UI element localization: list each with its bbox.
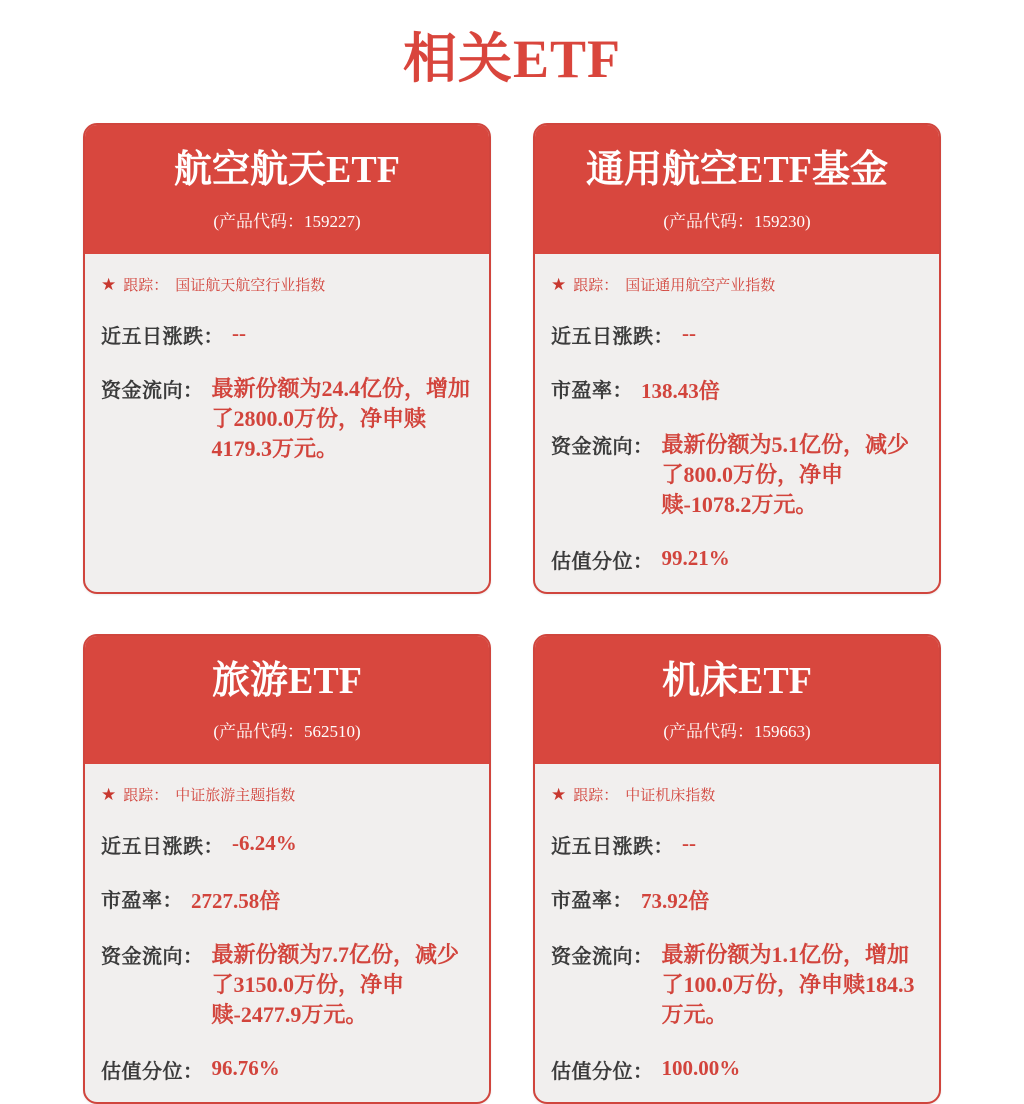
track-row — [551, 274, 925, 295]
metric-label: 资金流向： — [101, 379, 204, 402]
card-product-code: (产品代码：562510) — [213, 722, 361, 742]
metric-label: 估值分位： — [101, 1061, 204, 1084]
metric-value: 2727.58倍 — [191, 889, 281, 914]
etf-card-hangkonghangtian — [83, 123, 491, 594]
metric-row-change — [101, 320, 475, 349]
card-header — [85, 636, 489, 765]
card-header — [85, 125, 489, 254]
star-icon: ★ — [101, 785, 117, 805]
metric-label: 市盈率： — [101, 890, 183, 913]
card-header — [535, 636, 939, 765]
metric-value: 96.76% — [211, 1056, 280, 1081]
track-label: 跟踪： — [123, 787, 169, 805]
track-label: 跟踪： — [123, 276, 169, 294]
metric-label: 资金流向： — [551, 946, 654, 969]
card-body — [535, 764, 939, 1102]
metric-label: 估值分位： — [551, 1061, 654, 1084]
metric-value: -- — [682, 320, 696, 345]
page-title: 相关ETF — [402, 29, 622, 89]
card-product-code: (产品代码：159227) — [213, 211, 361, 231]
etf-card-lvyou — [83, 634, 491, 1104]
metric-row-change — [551, 830, 925, 859]
metric-label: 近五日涨跌： — [101, 836, 224, 859]
metric-value: 最新份额为7.7亿份，减少了3150.0万份，净申赎-2477.9万元。 — [211, 942, 460, 1028]
track-value: 国证航天航空行业指数 — [175, 276, 326, 294]
track-value: 中证机床指数 — [625, 787, 716, 805]
metric-value: -6.24% — [232, 831, 297, 856]
metric-row-pe — [101, 884, 475, 915]
metric-value: -- — [682, 831, 696, 856]
metric-value: 最新份额为1.1亿份，增加了100.0万份，净申赎184.3万元。 — [661, 942, 915, 1028]
metric-label: 资金流向： — [551, 435, 654, 458]
card-header — [535, 125, 939, 254]
etf-card-jichuang — [533, 634, 941, 1104]
track-row — [551, 784, 925, 805]
metric-value: 100.00% — [661, 1056, 741, 1081]
card-title: 机床ETF — [662, 659, 812, 702]
metric-value: 99.21% — [661, 545, 730, 570]
metric-label: 近五日涨跌： — [551, 836, 674, 859]
metric-value: 73.92倍 — [641, 889, 710, 914]
metric-value: -- — [232, 320, 246, 345]
metric-row-pe — [551, 884, 925, 915]
metric-label: 市盈率： — [551, 890, 633, 913]
metric-label: 资金流向： — [101, 946, 204, 969]
star-icon: ★ — [551, 274, 567, 294]
track-label: 跟踪： — [573, 276, 619, 294]
track-label: 跟踪： — [573, 787, 619, 805]
metric-row-fund-flow — [551, 430, 925, 520]
track-row — [101, 784, 475, 805]
card-body — [535, 254, 939, 592]
card-product-code: (产品代码：159230) — [663, 211, 811, 231]
metric-label: 近五日涨跌： — [551, 325, 674, 348]
star-icon: ★ — [101, 274, 117, 294]
metric-row-valuation-percentile — [551, 545, 925, 574]
metric-row-valuation-percentile — [101, 1055, 475, 1084]
metric-value: 138.43倍 — [641, 378, 720, 403]
track-row — [101, 274, 475, 295]
card-body — [85, 764, 489, 1102]
metric-value: 最新份额为24.4亿份，增加了2800.0万份，净申赎4179.3万元。 — [211, 375, 471, 461]
metric-label: 市盈率： — [551, 379, 633, 402]
card-title: 旅游ETF — [212, 659, 362, 702]
metric-row-pe — [551, 374, 925, 405]
metric-row-change — [551, 320, 925, 349]
metric-row-fund-flow — [101, 940, 475, 1030]
card-title: 通用航空ETF基金 — [586, 149, 888, 191]
metric-label: 近五日涨跌： — [101, 325, 224, 348]
track-value: 中证旅游主题指数 — [175, 787, 296, 805]
card-product-code: (产品代码：159663) — [663, 722, 811, 742]
metric-row-fund-flow — [551, 940, 925, 1030]
metric-row-fund-flow — [101, 374, 475, 464]
card-body — [85, 254, 489, 592]
metric-row-valuation-percentile — [551, 1055, 925, 1084]
card-title: 航空航天ETF — [174, 149, 400, 191]
metric-label: 估值分位： — [551, 550, 654, 573]
etf-card-grid — [83, 123, 941, 1104]
etf-card-tongyonghangkong — [533, 123, 941, 594]
star-icon: ★ — [551, 785, 567, 805]
metric-row-change — [101, 830, 475, 859]
track-value: 国证通用航空产业指数 — [625, 276, 776, 294]
metric-value: 最新份额为5.1亿份，减少了800.0万份，净申赎-1078.2万元。 — [661, 431, 910, 517]
